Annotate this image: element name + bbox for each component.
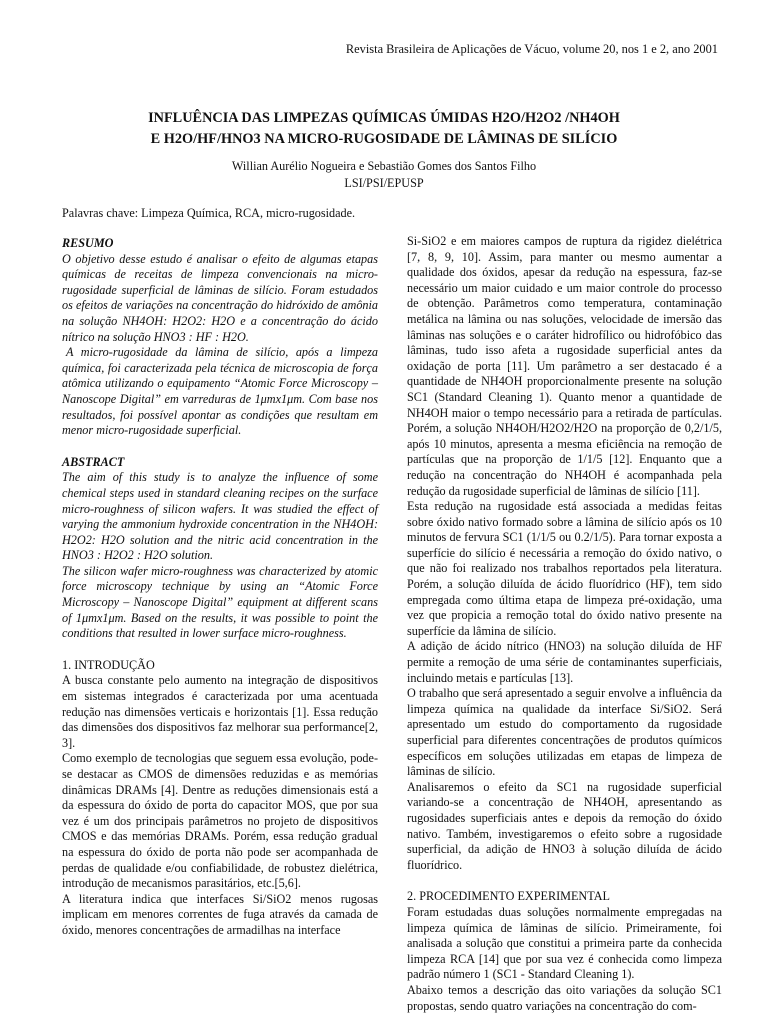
- resumo-paragraph-1: O objetivo desse estudo é analisar o efeito de algumas etapas químicas de receitas de limpeza convencionais na micro-rugosidade superficial de lâminas de silício. Foram estudados os efeitos de variações na concentração do hidróxido de amônia na solução NH4OH: H2O2: H2O e a concentração do ácido nítrico na solução HNO3 : HF : H2O.: [62, 251, 378, 344]
- title-line-1: INFLUÊNCIA DAS LIMPEZAS QUÍMICAS ÚMIDAS H2O/H2O2 /NH4OH: [148, 110, 620, 126]
- intro-continued-1: Si-SiO2 e em maiores campos de ruptura da rigidez dielétrica [7, 8, 9, 10]. Assim, para manter ou mesmo aumentar a qualidade dos óxidos, apesar da redução na espessura, faz-se necessário um maior cuidado e um maior controle do processo de obtenção. Parâmetros como temperatura, contaminação metálica na lâmina ou nas soluções, velocidade de imersão das lâminas nas soluções e o caráter hidrofílico ou hidrofóbico das lâminas, tudo isso afeta a rugosidade superficial antes da oxidação de porta [11]. Um parâmetro a ser destacado é a quantidade de NH4OH proporcionalmente presente na solução SC1 (Standard Cleaning 1). Quanto menor a quantidade de NH4OH maior o tempo necessário para a retirada de partículas. Porém, a solução NH4OH/H2O2/H2O na proporção de 0,2/1/5, após 10 minutos, apresenta a mesma eficiência na remoção de partículas que na proporção de 1/1/5 [12]. Enquanto que a redução na concentração do NH4OH é acompanhada pela redução da rugosidade superficial de lâminas de silício [11].: [407, 234, 722, 498]
- right-column: [407, 234, 722, 1014]
- intro-continued-4: O trabalho que será apresentado a seguir envolve a influência da limpeza química na qualidade da interface Si/SiO2. Será apresentado um estudo do comportamento da rugosidade superficial para diferentes concentrações de produtos químicos específicos em soluções utilizadas em etapas de limpeza de lâminas de silício.: [407, 686, 722, 779]
- abstract-heading: ABSTRACT: [62, 454, 125, 469]
- abstract-paragraph-2: The silicon wafer micro-roughness was characterized by atomic force microscopy technique by using an “Atomic Force Microscopy – Nanoscope Digital” equipment at different scans of 1μmx1μm. Based on the results, it was possible to point the conditions that resulted in lower surface micro-roughness.: [62, 563, 378, 641]
- authors-block: [60, 158, 708, 192]
- author-affiliation: LSI/PSI/EPUSP: [344, 176, 424, 190]
- procedure-heading: 2. PROCEDIMENTO EXPERIMENTAL: [407, 889, 610, 904]
- intro-paragraph-1: A busca constante pelo aumento na integração de dispositivos em sistemas integrados é caracterizada por uma acentuada redução nas dimensões verticais e horizontais [1]. Essa redução das dimensões dos dispositivos faz melhorar sua performance[2, 3].: [62, 673, 378, 750]
- intro-continued-5: Analisaremos o efeito da SC1 na rugosidade superficial variando-se a concentração de NH4OH, apresentando as rugosidades superficiais antes e depois da remoção do óxido nativo. Também, investigaremos o efeito sobre a rugosidade superficial, da adição de HNO3 à solução diluída de ácido fluorídrico.: [407, 779, 722, 872]
- intro-continued-2: Esta redução na rugosidade está associada a medidas feitas sobre óxido nativo formado sobre a lâmina de silício após os 10 minutos de fervura SC1 (1/1/5 ou 0.2/1/5). Para tornar exposta a superfície do silício é necessária a remoção do óxido nativo, o que não foi realizado nos trabalhos reportados pela literatura. Porém, a solução diluída de ácido fluorídrico (HF), tem sido empregada como última etapa de limpeza pré-oxidação, uma vez que propicia a remoção total do óxido nativo presente na superfície da lâmina de silício.: [407, 499, 722, 638]
- procedure-paragraph-1: Foram estudadas duas soluções normalmente empregadas na limpeza química de lâminas de silício. Primeiramente, foi analisada a solução que constitui a primeira parte da conhecida limpeza RCA [14] que por sua vez é conhecida como limpeza padrão número 1 (SC1 - Standard Cleaning 1).: [407, 904, 722, 982]
- abstract-paragraph-1: The aim of this study is to analyze the influence of some chemical steps used in standard cleaning recipes on the surface micro-roughness of silicon wafers. It was studied the effect of varying the ammonium hydroxide concentration in the NH4OH: H2O2: H2O solution and the nitric acid concentration in the HNO3 : H2O2 : H2O solution.: [62, 470, 378, 563]
- resumo-paragraph-2: A micro-rugosidade da lâmina de silício, após a limpeza química, foi caracterizada pela técnica de microscopia de força atômica utilizando o equipamento “Atomic Force Microscopy – Nanoscope Digital” em varreduras de 1μmx1μm. Com base nos resultados, foi possível apontar as condições que resultam em menor micro-rugosidade superficial.: [62, 345, 378, 438]
- title-line-2: E H2O/HF/HNO3 NA MICRO-RUGOSIDADE DE LÂMINAS DE SILÍCIO: [150, 131, 618, 147]
- intro-paragraph-2: Como exemplo de tecnologias que seguem essa evolução, pode-se destacar as CMOS de dimensões reduzidas e as memórias dinâmicas DRAMs [4]. Dentre as reduções dimensionais está a da espessura do óxido de porta do capacitor MOS, que por sua vez é um dos principais parâmetros no projeto de dispositivos CMOS e das memórias DRAMs. Porém, essa redução gradual na espessura do óxido de porta não pode ser acompanhada de perdas de qualidade e/ou confiabilidade, de robustez dielétrica, introdução de mecanismos parasitários, etc.[5,6].: [62, 751, 378, 891]
- intro-paragraph-3: A literatura indica que interfaces Si/SiO2 menos rugosas implicam em menores correntes de fuga através da camada de óxido, menores concentrações de armadilhas na interface: [62, 891, 378, 937]
- intro-continued-3: A adição de ácido nítrico (HNO3) na solução diluída de HF permite a remoção de uma série de contaminantes superficiais, incluindo metais e partículas [13].: [407, 639, 722, 685]
- resumo-heading: RESUMO: [62, 236, 114, 250]
- keywords: Palavras chave: Limpeza Química, RCA, micro-rugosidade.: [62, 206, 356, 220]
- procedure-paragraph-2: Abaixo temos a descrição das oito variações da solução SC1 propostas, sendo quatro variações na concentração do com-: [407, 982, 722, 1013]
- journal-header: Revista Brasileira de Aplicações de Vácuo, volume 20, nos 1 e 2, ano 2001: [345, 42, 718, 56]
- author-names: Willian Aurélio Nogueira e Sebastião Gomes dos Santos Filho: [231, 159, 537, 173]
- introduction-heading: 1. INTRODUÇÃO: [62, 657, 155, 672]
- left-column: [62, 236, 378, 939]
- paper-title: [60, 108, 708, 150]
